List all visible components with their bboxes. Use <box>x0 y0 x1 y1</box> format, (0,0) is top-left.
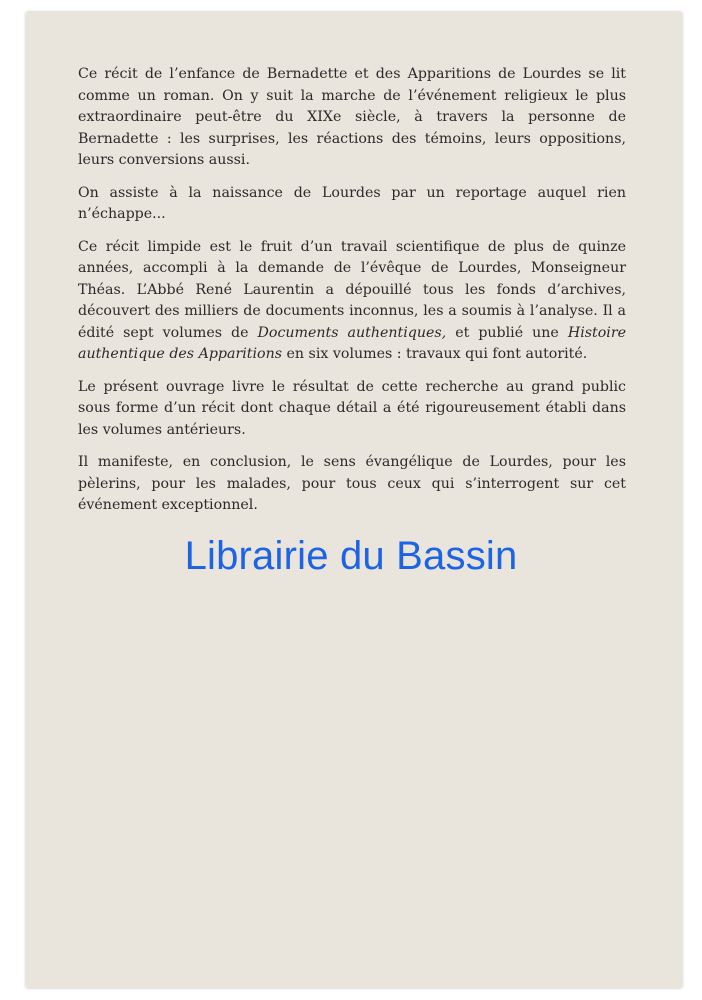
paragraph-4-text: Le présent ouvrage livre le résultat de cette recherche au grand public sous forme d’un récit dont chaque détail a été rigoureusement établi dans les volumes antérieurs. <box>78 378 626 438</box>
paragraph-3 <box>78 237 626 366</box>
paragraph-1-text: Ce récit de l’enfance de Bernadette et des Apparitions de Lourdes se lit comme un roman. On y suit la marche de l’événement religieux le plus extraordinaire peut-être du XIXe siècle, à travers la personne de Bernadette : les surprises, les réactions des témoins, leurs oppositions, leurs conversions aussi. <box>78 66 626 168</box>
paragraph-2 <box>78 183 626 226</box>
paragraph-1 <box>78 64 626 172</box>
paragraph-3-text-b: et publié une <box>446 324 568 341</box>
bookseller-watermark: Librairie du Bassin <box>184 534 518 578</box>
paragraph-5 <box>78 452 626 517</box>
paragraph-5-text: Il manifeste, en conclusion, le sens évangélique de Lourdes, pour les pèlerins, pour les malades, pour tous ceux qui s’interrogent sur cet événement exceptionnel. <box>78 454 626 513</box>
paragraph-2-text: On assiste à la naissance de Lourdes par un reportage auquel rien n’échappe... <box>78 184 626 222</box>
paragraph-4 <box>78 377 626 442</box>
title-documents-authentiques: Documents authentiques, <box>257 324 447 341</box>
back-cover-text <box>78 64 626 528</box>
paragraph-3-text-c: en six volumes : travaux qui font autorité. <box>282 346 588 362</box>
paragraph-3-text-a: Ce récit limpide est le fruit d’un travail scientifique de plus de quinze années, accompli à la demande de l’évêque de Lourdes, Monseigneur Théas. L’Abbé René Laurentin a dépouillé tous les fonds d’archives, découvert des milliers de documents inconnus, les a soumis à l’analyse. Il a édité sept volumes de <box>78 238 626 341</box>
title-histoire-authentique: Histoire authentique des Apparitions <box>78 324 626 362</box>
